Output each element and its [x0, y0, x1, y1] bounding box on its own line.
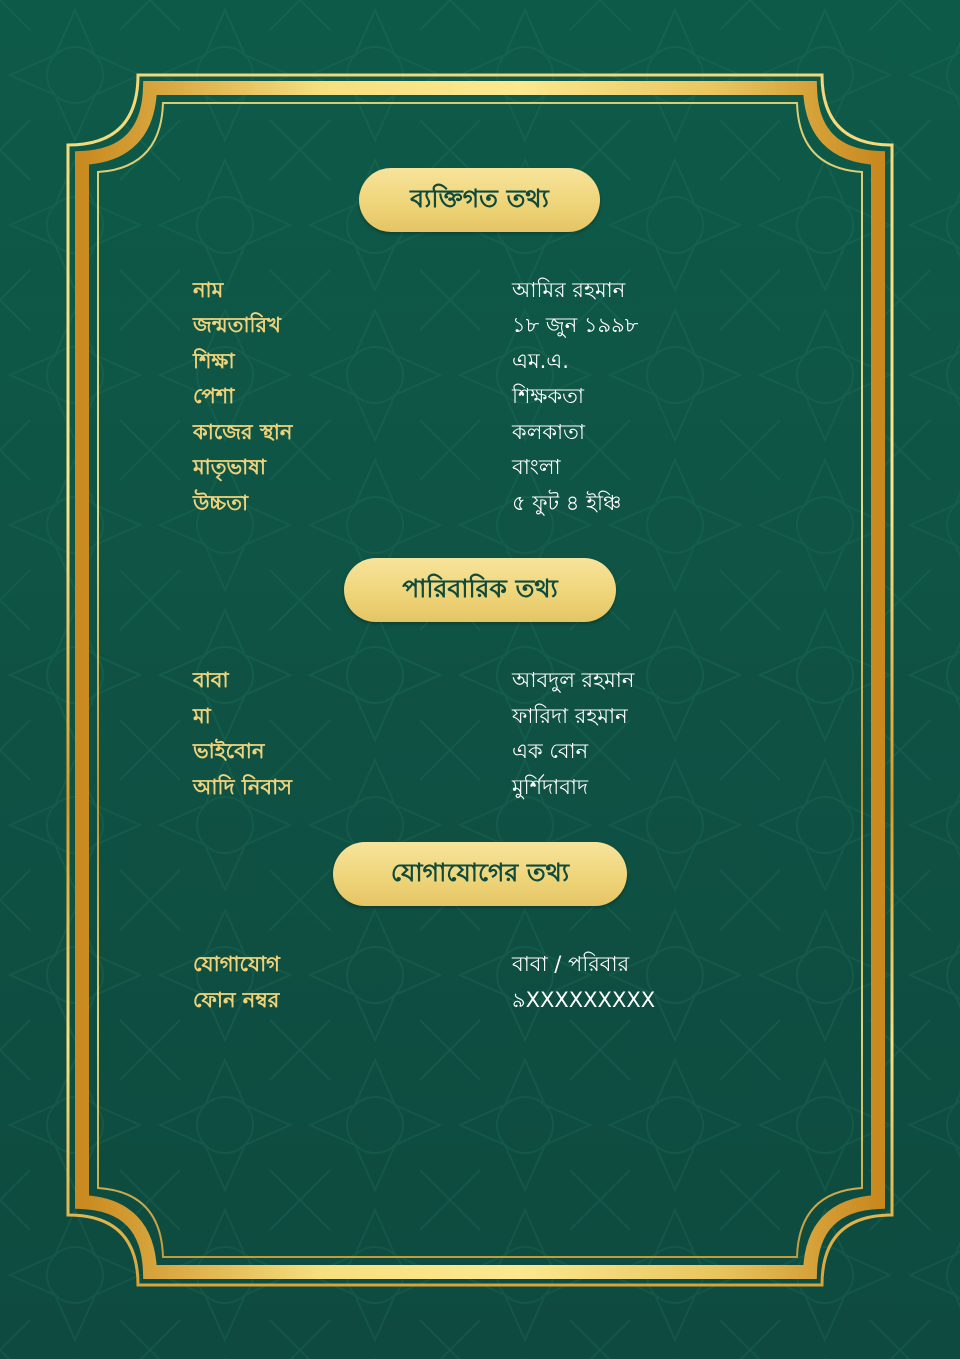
field-value: বাবা / পরিবার: [512, 952, 630, 976]
field-value: শিক্ষকতা: [512, 384, 584, 408]
field-label: নাম: [193, 278, 224, 302]
field-label: শিক্ষা: [193, 349, 235, 373]
field-label: উচ্চতা: [193, 491, 249, 515]
section-title-personal: ব্যক্তিগত তথ্য: [359, 168, 600, 232]
field-value: এম.এ.: [512, 349, 569, 373]
section-title-family: পারিবারিক তথ্য: [344, 558, 616, 622]
info-row: [0, 664, 960, 696]
field-label: কাজের স্থান: [193, 420, 293, 444]
field-label: মা: [193, 704, 211, 728]
field-label: মাতৃভাষা: [193, 455, 266, 479]
info-row: [0, 487, 960, 519]
field-value: ফারিদা রহমান: [512, 704, 628, 728]
field-label: পেশা: [193, 384, 235, 408]
field-value: আবদুল রহমান: [512, 668, 635, 692]
field-value: ৫ ফুট ৪ ইঞ্চি: [512, 491, 622, 515]
field-label: আদি নিবাস: [193, 775, 293, 799]
info-row: [0, 309, 960, 341]
field-value: ৯XXXXXXXXX: [512, 988, 656, 1012]
info-row: [0, 735, 960, 767]
field-value: এক বোন: [512, 739, 589, 763]
info-row: [0, 451, 960, 483]
info-row: [0, 416, 960, 448]
field-label: যোগাযোগ: [193, 952, 280, 976]
field-value: কলকাতা: [512, 420, 585, 444]
info-row: [0, 345, 960, 377]
info-row: [0, 274, 960, 306]
info-row: [0, 984, 960, 1016]
info-row: [0, 700, 960, 732]
field-label: বাবা: [193, 668, 229, 692]
section-title-contact: যোগাযোগের তথ্য: [333, 842, 627, 906]
field-value: আমির রহমান: [512, 278, 626, 302]
info-row: [0, 380, 960, 412]
field-label: ভাইবোন: [193, 739, 265, 763]
field-value: বাংলা: [512, 455, 561, 479]
field-value: ১৮ জুন ১৯৯৮: [512, 313, 639, 337]
info-row: [0, 771, 960, 803]
field-value: মুর্শিদাবাদ: [512, 775, 589, 799]
field-label: জন্মতারিখ: [193, 313, 281, 337]
field-label: ফোন নম্বর: [193, 988, 280, 1012]
info-row: [0, 948, 960, 980]
